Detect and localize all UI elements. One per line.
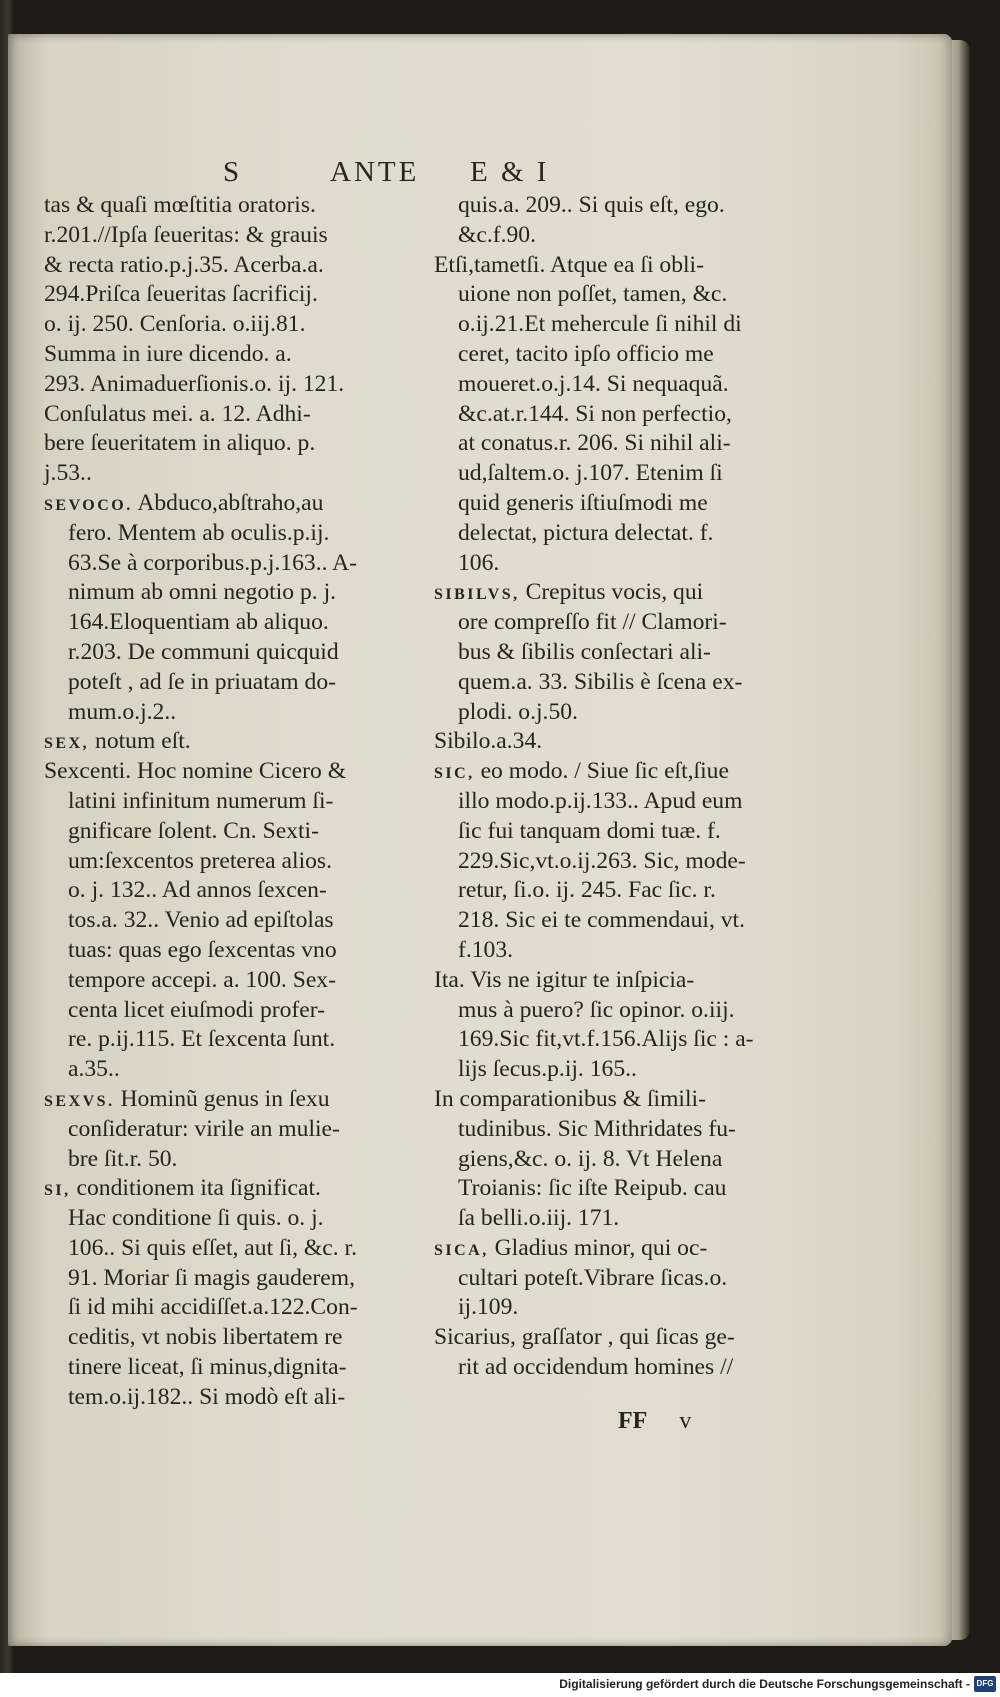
text-line: [434, 906, 804, 936]
text-line: [44, 757, 414, 787]
text-line: [44, 876, 414, 906]
lemma-word: SEX,: [44, 735, 90, 753]
lemma-word: SIBILVS,: [434, 586, 520, 604]
text-line: [434, 1085, 804, 1115]
text-line: [44, 1353, 414, 1383]
text-line: [434, 370, 804, 400]
text-line: [44, 251, 414, 281]
line-text: mus à puero? ſic opinor. o.iij.: [458, 996, 735, 1023]
line-text: Summa in iure dicendo. a.: [44, 340, 292, 367]
line-text: Abduco,abſtraho,au: [132, 489, 324, 516]
line-text: ſa belli.o.iij. 171.: [458, 1205, 620, 1232]
line-text: 218. Sic ei te commendaui, vt.: [458, 907, 745, 934]
line-text: o. ij. 250. Cenſoria. o.iij.81.: [44, 311, 306, 338]
text-line: [44, 996, 414, 1026]
text-line: [44, 668, 414, 698]
line-text: uione non poſſet, tamen, &c.: [458, 281, 728, 308]
text-line: [434, 1323, 804, 1353]
signature-mark: [618, 1408, 691, 1435]
line-text: r.203. De communi quicquid: [68, 638, 339, 665]
line-text: illo modo.p.ij.133.. Apud eum: [458, 787, 743, 814]
text-line: [44, 727, 414, 757]
line-text: nimum ab omni negotio p. j.: [68, 579, 337, 606]
text-line: [44, 1383, 414, 1413]
line-text: tas & quaſi mœſtitia oratoris.: [44, 192, 316, 218]
text-line: [434, 787, 804, 817]
line-text: ceret, tacito ipſo officio me: [458, 340, 714, 367]
text-line: [434, 191, 804, 221]
line-text: ſic fui tanquam domi tuæ. f.: [458, 817, 721, 844]
text-line: [44, 787, 414, 817]
line-text: delectat, pictura delectat. f.: [458, 519, 714, 546]
line-text: o. j. 132.. Ad annos ſexcen-: [68, 877, 327, 904]
text-line: [44, 459, 414, 489]
text-line: [434, 1293, 804, 1323]
line-text: j.53..: [44, 460, 92, 487]
text-line: [434, 698, 804, 728]
line-text: Ita. Vis ne igitur te inſpicia-: [434, 966, 695, 993]
line-text: &c.at.r.144. Si non perfectio,: [458, 400, 732, 427]
running-head-right: E & I: [470, 156, 550, 188]
text-line: [434, 638, 804, 668]
text-line: [434, 310, 804, 340]
line-text: tempore accepi. a. 100. Sex-: [68, 966, 336, 993]
line-text: conſideratur: virile an mulie-: [68, 1115, 340, 1142]
text-line: [44, 370, 414, 400]
text-line: [434, 280, 804, 310]
line-text: f.103.: [458, 936, 514, 963]
text-line: [434, 221, 804, 251]
text-line: [434, 966, 804, 996]
text-line: [44, 1293, 414, 1323]
line-text: eo modo. / Siue ſic eſt,ſiue: [474, 758, 729, 785]
signature-letters: FF: [618, 1408, 648, 1434]
line-text: 106.: [458, 549, 500, 576]
text-line: [434, 1264, 804, 1294]
line-text: a.35..: [68, 1056, 120, 1083]
lemma-word: SICA,: [434, 1241, 489, 1259]
line-text: um:ſexcentos preterea alios.: [68, 847, 333, 874]
text-line: [44, 817, 414, 847]
line-text: centa licet eiuſmodi profer-: [68, 996, 325, 1023]
line-text: ud,ſaltem.o. j.107. Etenim ſi: [458, 460, 723, 487]
text-line: [44, 1115, 414, 1145]
text-line: [44, 1145, 414, 1175]
line-text: 229.Sic,vt.o.ij.263. Sic, mode-: [458, 847, 746, 874]
text-line: [434, 1115, 804, 1145]
text-line: [434, 519, 804, 549]
line-text: tem.o.ij.182.. Si modò eſt ali-: [68, 1383, 346, 1410]
line-text: rit ad occidendum homines //: [458, 1354, 734, 1381]
line-text: tinere liceat, ſi minus,dignita-: [68, 1354, 347, 1381]
text-line: [434, 817, 804, 847]
line-text: quis.a. 209.. Si quis eſt, ego.: [458, 192, 725, 218]
line-text: latini infinitum numerum ſi-: [68, 787, 334, 814]
line-text: 293. Animaduerſionis.o. ij. 121.: [44, 370, 345, 397]
line-text: tudinibus. Sic Mithridates fu-: [458, 1115, 736, 1142]
line-text: poteſt , ad ſe in priuatam do-: [68, 668, 336, 695]
line-text: quem.a. 33. Sibilis è ſcena ex-: [458, 668, 743, 695]
line-text: plodi. o.j.50.: [458, 698, 578, 725]
text-line: [434, 727, 804, 757]
book-page: [8, 34, 952, 1646]
line-text: & recta ratio.p.j.35. Acerba.a.: [44, 251, 324, 278]
line-text: Crepitus vocis, qui: [519, 579, 704, 606]
text-line: [434, 876, 804, 906]
text-line: [44, 340, 414, 370]
line-text: at conatus.r. 206. Si nihil ali-: [458, 430, 731, 457]
line-text: 294.Priſca ſeueritas ſacrificij.: [44, 281, 318, 308]
line-text: o.ij.21.Et mehercule ſi nihil di: [458, 311, 742, 338]
text-line: [434, 1353, 804, 1383]
line-text: 169.Sic fit,vt.f.156.Alijs ſic : a-: [458, 1026, 754, 1053]
text-line: [44, 906, 414, 936]
line-text: tos.a. 32.. Venio ad epiſtolas: [68, 907, 334, 934]
line-text: Sexcenti. Hoc nomine Cicero &: [44, 758, 347, 785]
text-line: [44, 489, 414, 519]
dfg-logo: DFG: [974, 1676, 996, 1692]
line-text: 63.Se à corporibus.p.j.163.. A-: [68, 549, 357, 576]
text-line: [434, 1145, 804, 1175]
text-line: [44, 638, 414, 668]
line-text: 164.Eloquentiam ab aliquo.: [68, 609, 329, 636]
text-line: [44, 1025, 414, 1055]
line-text: &c.f.90.: [458, 221, 536, 248]
text-line: [434, 400, 804, 430]
line-text: giens,&c. o. ij. 8. Vt Helena: [458, 1145, 723, 1172]
left-column: [44, 191, 414, 1413]
text-line: [434, 549, 804, 579]
running-head: [8, 156, 952, 196]
text-line: [434, 1025, 804, 1055]
line-text: Hac conditione ſi quis. o. j.: [68, 1205, 324, 1232]
text-line: [44, 847, 414, 877]
text-line: [44, 191, 414, 221]
line-text: mum.o.j.2..: [68, 698, 177, 725]
line-text: lijs ſecus.p.ij. 165..: [458, 1056, 637, 1083]
text-line: [434, 578, 804, 608]
line-text: gnificare ſolent. Cn. Sexti-: [68, 817, 319, 844]
line-text: Etſi,tametſi. Atque ea ſi obli-: [434, 251, 704, 278]
text-line: [44, 608, 414, 638]
text-line: [44, 310, 414, 340]
text-line: [434, 608, 804, 638]
line-text: r.201.//Ipſa ſeueritas: & grauis: [44, 221, 328, 248]
line-text: moueret.o.j.14. Si nequaquã.: [458, 370, 729, 397]
text-line: [434, 996, 804, 1026]
line-text: re. p.ij.115. Et ſexcenta ſunt.: [68, 1026, 336, 1053]
text-line: [44, 1323, 414, 1353]
text-line: [434, 251, 804, 281]
text-line: [44, 1055, 414, 1085]
line-text: Sicarius, graſſator , qui ſicas ge-: [434, 1324, 735, 1351]
line-text: 91. Moriar ſi magis gauderem,: [68, 1264, 355, 1291]
text-line: [44, 221, 414, 251]
line-text: bere ſeueritatem in aliquo. p.: [44, 430, 316, 457]
running-head-center: ANTE: [330, 156, 420, 188]
line-text: conditionem ita ſignificat.: [70, 1175, 321, 1202]
text-line: [44, 1085, 414, 1115]
text-line: [434, 1174, 804, 1204]
footer-credit: Digitalisierung gefördert durch die Deutsche Forschungsgemeinschaft -: [559, 1677, 970, 1691]
text-line: [44, 966, 414, 996]
text-line: [44, 1204, 414, 1234]
text-line: [434, 757, 804, 787]
text-line: [434, 1234, 804, 1264]
text-line: [44, 1234, 414, 1264]
line-text: In comparationibus & ſimili-: [434, 1085, 706, 1112]
line-text: Troianis: ſic iſte Reipub. cau: [458, 1175, 727, 1202]
digitization-footer: [0, 1673, 1000, 1697]
text-line: [434, 1204, 804, 1234]
text-line: [434, 936, 804, 966]
line-text: retur, ſi.o. ij. 245. Fac ſic. r.: [458, 877, 716, 904]
line-text: Gladius minor, qui oc-: [488, 1234, 708, 1261]
line-text: Hominũ genus in ſexu: [114, 1085, 330, 1112]
text-line: [44, 519, 414, 549]
text-line: [44, 1174, 414, 1204]
text-line: [434, 459, 804, 489]
text-line: [434, 847, 804, 877]
text-line: [44, 400, 414, 430]
line-text: 106.. Si quis eſſet, aut ſi, &c. r.: [68, 1234, 358, 1261]
line-text: ſi id mihi accidiſſet.a.122.Con-: [68, 1294, 358, 1321]
line-text: ceditis, vt nobis libertatem re: [68, 1324, 343, 1351]
line-text: notum eſt.: [89, 728, 191, 755]
running-head-letter: S: [223, 156, 243, 188]
line-text: Sibilo.a.34.: [434, 728, 543, 755]
text-line: [44, 429, 414, 459]
text-line: [44, 549, 414, 579]
line-text: Conſulatus mei. a. 12. Adhi-: [44, 400, 311, 427]
line-text: quid generis iſtiuſmodi me: [458, 489, 708, 516]
text-line: [434, 429, 804, 459]
line-text: tuas: quas ego ſexcentas vno: [68, 936, 337, 963]
line-text: bus & ſibilis conſectari ali-: [458, 638, 711, 665]
signature-numeral: v: [679, 1408, 692, 1434]
line-text: ore compreſſo fit // Clamori-: [458, 609, 727, 636]
text-line: [44, 1264, 414, 1294]
text-line: [44, 578, 414, 608]
line-text: fero. Mentem ab oculis.p.ij.: [68, 519, 330, 546]
text-line: [434, 1055, 804, 1085]
text-line: [434, 489, 804, 519]
line-text: cultari poteſt.Vibrare ſicas.o.: [458, 1264, 728, 1291]
text-line: [434, 340, 804, 370]
lemma-word: SI,: [44, 1182, 71, 1200]
text-line: [434, 668, 804, 698]
line-text: bre ſit.r. 50.: [68, 1145, 178, 1172]
text-line: [44, 280, 414, 310]
lemma-word: SIC,: [434, 765, 475, 783]
lemma-word: SEVOCO.: [44, 496, 133, 514]
text-line: [44, 936, 414, 966]
lemma-word: SEXVS.: [44, 1092, 115, 1110]
line-text: ij.109.: [458, 1294, 519, 1321]
text-line: [44, 698, 414, 728]
right-column: [434, 191, 804, 1383]
